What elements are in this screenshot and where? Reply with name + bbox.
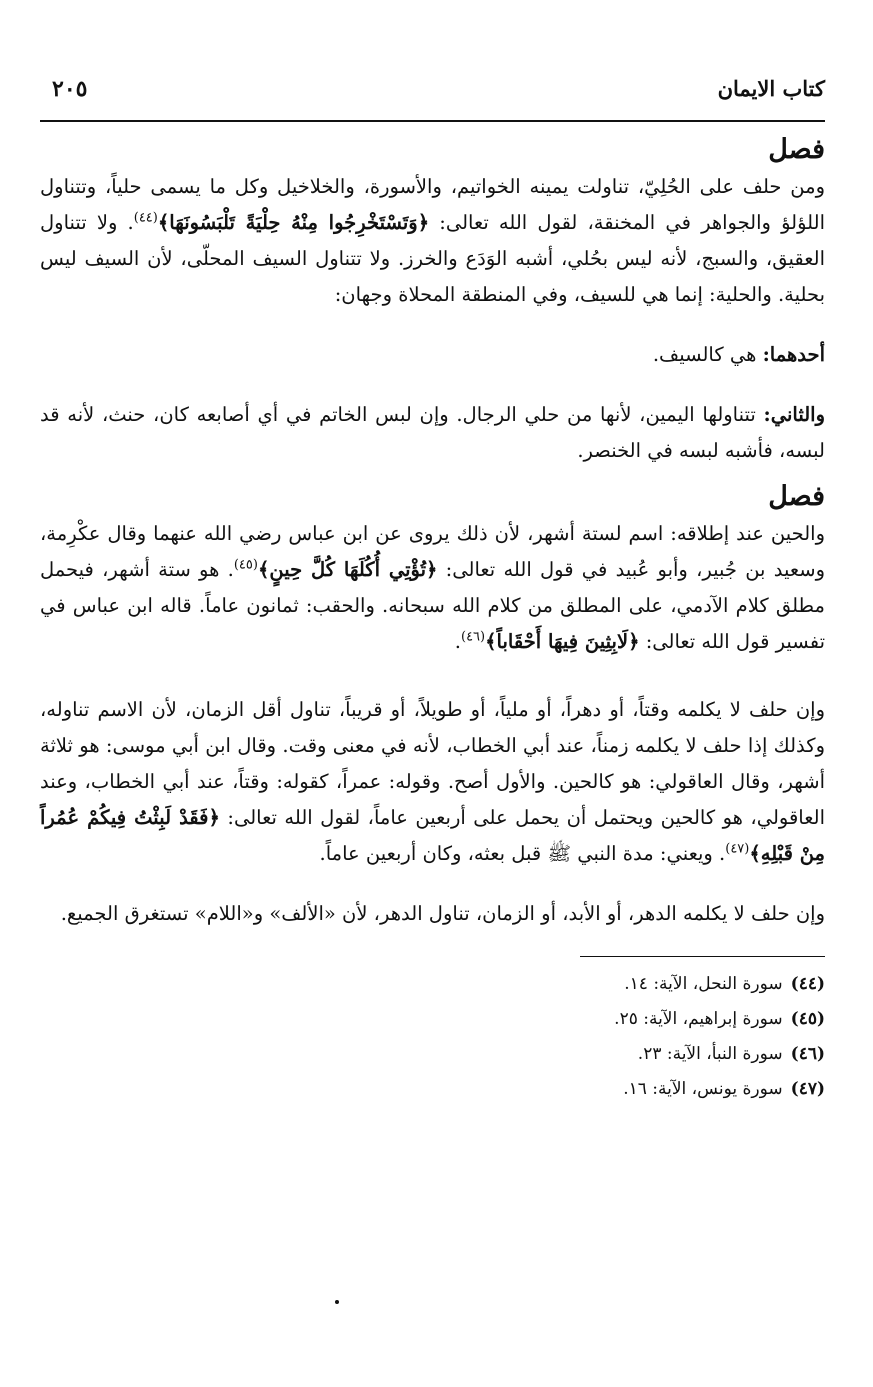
footnote-ref: (٤٦) <box>461 629 486 645</box>
header-rule <box>40 120 825 122</box>
paragraph-text: . <box>454 630 461 653</box>
spacer <box>40 383 825 397</box>
footnote-text: سورة النبأ، الآية: ٢٣. <box>637 1044 783 1064</box>
paragraph-dahr <box>40 896 825 932</box>
section-heading-1: فصل <box>768 134 825 165</box>
footnote-number: (٤٧) <box>790 1079 825 1099</box>
footnote-ref: (٤٥) <box>233 557 258 573</box>
footnote-item <box>40 1072 825 1107</box>
footnote-number: (٤٤) <box>790 974 825 994</box>
page-number: ٢٠٥ <box>52 76 88 102</box>
quran-verse: ﴿تُؤْتِي أُكُلَهَا كُلَّ حِينٍ﴾ <box>257 558 438 581</box>
book-page <box>40 70 825 1360</box>
spacer <box>40 670 825 692</box>
footnote-ref: (٤٤) <box>133 210 158 226</box>
paragraph-text: ومن حلف على الحُلِيّ، تناولت يمينه الخواتيم، والأسورة، والخلاخيل وكل ما يسمى حلياً، وتتناول اللؤلؤ والجواهر في المخنقة، لقول الله تعالى: <box>40 175 825 234</box>
footnote-ref: (٤٧) <box>725 841 750 857</box>
book-title: كتاب الايمان <box>717 76 825 101</box>
page-dot <box>335 1300 339 1304</box>
paragraph-text: هي كالسيف. <box>652 343 763 366</box>
paragraph-text: . هو ستة أشهر، فيحمل مطلق كلام الآدمي، على المطلق من كلام الله سبحانه. والحقب: ثمانون عاماً. قاله ابن عباس في تفسير قول الله تعالى: <box>40 558 825 653</box>
paragraph-first-view <box>40 337 825 373</box>
quran-verse: ﴿لَابِثِينَ فِيهَا أَحْقَاباً﴾ <box>485 630 640 653</box>
lead-term: أحدهما: <box>762 343 825 366</box>
paragraph-hin <box>40 516 825 660</box>
footnote-text: سورة يونس، الآية: ١٦. <box>623 1079 783 1099</box>
spacer <box>40 323 825 337</box>
footnote-number: (٤٦) <box>790 1044 825 1064</box>
running-header <box>40 70 825 114</box>
quran-verse: ﴿وَتَسْتَخْرِجُوا مِنْهُ حِلْيَةً تَلْبَسُونَهَا﴾ <box>157 211 430 234</box>
paragraph-text: وإن حلف لا يكلمه الدهر، أو الأبد، أو الزمان، تناول الدهر، لأن «الألف» و«اللام» تستغرق الجميع. <box>60 902 825 925</box>
lead-term: والثاني: <box>763 403 825 426</box>
section-heading-2: فصل <box>768 481 825 512</box>
quran-verse: ﴿فَقَدْ لَبِثْتُ فِيكُمْ عُمُراً مِنْ قَبْلِهِ﴾ <box>40 806 825 865</box>
paragraph-second-view <box>40 397 825 469</box>
spacer <box>40 882 825 896</box>
paragraph-text: وإن حلف لا يكلمه وقتاً، أو دهراً، أو ملياً، أو طويلاً، أو قريباً، تناول أقل الزمان، لأن الاسم تناوله، وكذلك إذا حلف لا يكلمه زمناً، عند أبي الخطاب، لأنه في معنى وقت. وقال ابن أبي موسى: هو ثلاثة أشهر، وقال العاقولي: هو كالحين. والأول أصح. وقوله: عمراً، كقوله: وقتاً، عند أبي الخطاب، وعند العاقولي، هو كالحين ويحتمل أن يحمل على أربعين عاماً، لقول الله تعالى: <box>40 698 826 829</box>
paragraph-time <box>40 692 825 872</box>
footnote-item <box>40 1037 825 1072</box>
paragraph-text: تتناولها اليمين، لأنها من حلي الرجال. وإن لبس الخاتم في أي أصابعه كان، حنث، لأنه قد لبسه، فأشبه لبسه في الخنصر. <box>40 403 825 462</box>
paragraph-text: والحين عند إطلاقه: اسم لستة أشهر، لأن ذلك يروى عن ابن عباس رضي الله عنهما وقال عكْرِمة، وسعيد بن جُبير، وأبو عُبيد في قول الله تعالى: <box>40 522 825 581</box>
footnote-item <box>40 1002 825 1037</box>
paragraph-jewelry <box>40 169 825 313</box>
footnote-text: سورة النحل، الآية: ١٤. <box>624 974 783 994</box>
footnote-rule <box>580 956 825 957</box>
footnote-item <box>40 967 825 1002</box>
paragraph-text: . ويعني: مدة النبي ﷺ قبل بعثه، وكان أربعين عاماً. <box>319 842 726 865</box>
footnote-text: سورة إبراهيم، الآية: ٢٥. <box>614 1009 783 1029</box>
paragraph-text: . ولا تتناول العقيق، والسبج، لأنه ليس بحُلي، أشبه الوَدَع والخرز. ولا تتناول السيف المحلّى، لأن السيف ليس بحلية. والحلية: إنما هي للسيف، وفي المنطقة المحلاة وجهان: <box>40 211 825 306</box>
footnote-number: (٤٥) <box>790 1009 825 1029</box>
footnotes-list <box>40 967 825 1107</box>
